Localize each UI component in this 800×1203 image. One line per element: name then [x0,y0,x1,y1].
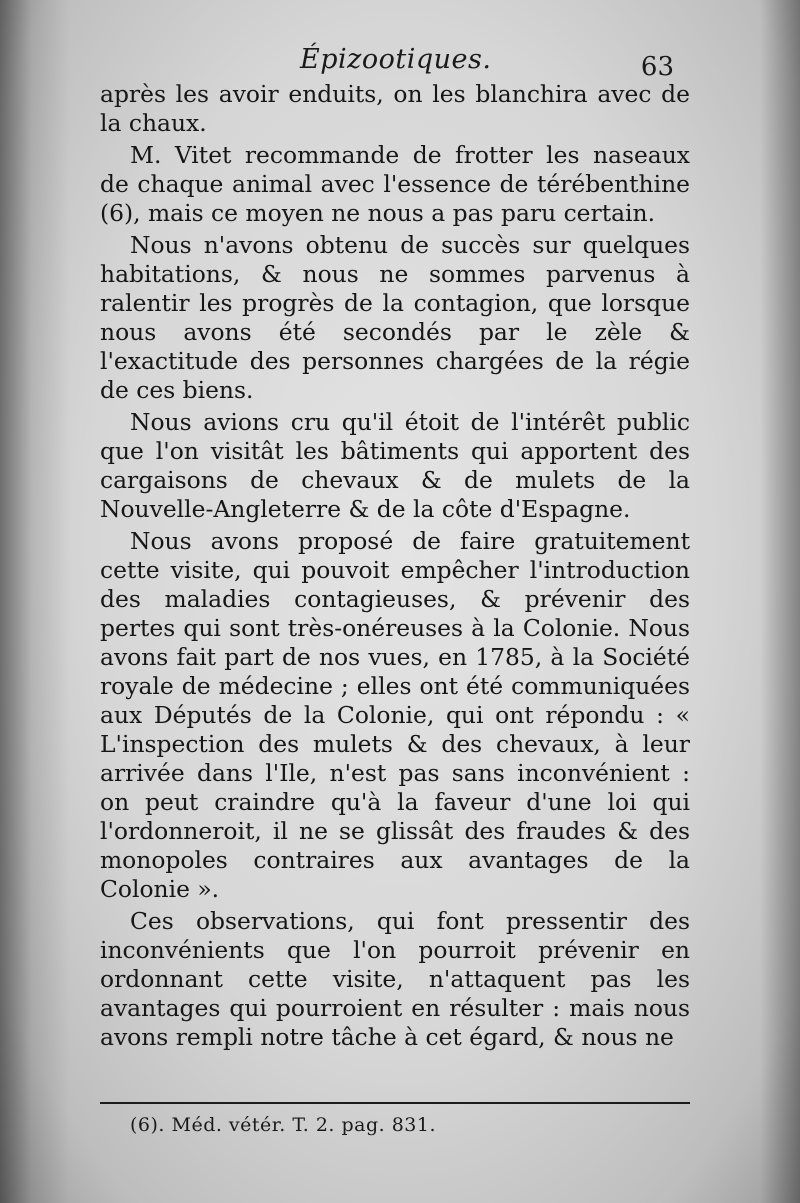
page-header [100,44,690,84]
body-text [100,80,690,1055]
paragraph-4: Nous avions cru qu'il étoit de l'intérêt public que l'on visitât les bâtiments qui apportent des cargaisons de chevaux & de mulets de la Nouvelle-Angleterre & de la côte d'Espagne. [100,408,690,523]
paragraph-1: après les avoir enduits, on les blanchira avec de la chaux. [100,80,690,137]
footnote: (6). Méd. vétér. T. 2. pag. 831. [130,1114,437,1136]
page-number: 63 [640,52,674,82]
running-head: Épizootiques. [300,44,492,75]
paragraph-5: Nous avons proposé de faire gratuitement cette visite, qui pouvoit empêcher l'introduction des maladies contagieuses, & prévenir des pertes qui sont très-onéreuses à la Colonie. Nous avons fait part de nos vues, en 1785, à la Société royale de médecine ; elles ont été communiquées aux Députés de la Colonie, qui ont répondu : « L'inspection des mulets & des chevaux, à leur arrivée dans l'Ile, n'est pas sans inconvénient : on peut craindre qu'à la faveur d'une loi qui l'ordonneroit, il ne se glissât des fraudes & des monopoles contraires aux avantages de la Colonie ». [100,527,690,903]
page-edge-shadow [760,0,800,1203]
paragraph-6: Ces observations, qui font pressentir des inconvénients que l'on pourroit prévenir en ordonnant cette visite, n'attaquent pas les avantages qui pourroient en résulter : mais nous avons rempli notre tâche à cet égard, & nous ne [100,907,690,1051]
footnote-divider [100,1102,690,1104]
paragraph-3: Nous n'avons obtenu de succès sur quelques habitations, & nous ne sommes parvenus à ralentir les progrès de la contagion, que lorsque nous avons été secondés par le zèle & l'exactitude des personnes chargées de la régie de ces biens. [100,231,690,404]
paragraph-2: M. Vitet recommande de frotter les naseaux de chaque animal avec l'essence de térébenthine (6), mais ce moyen ne nous a pas paru certain. [100,141,690,227]
spine-shadow [0,0,70,1203]
